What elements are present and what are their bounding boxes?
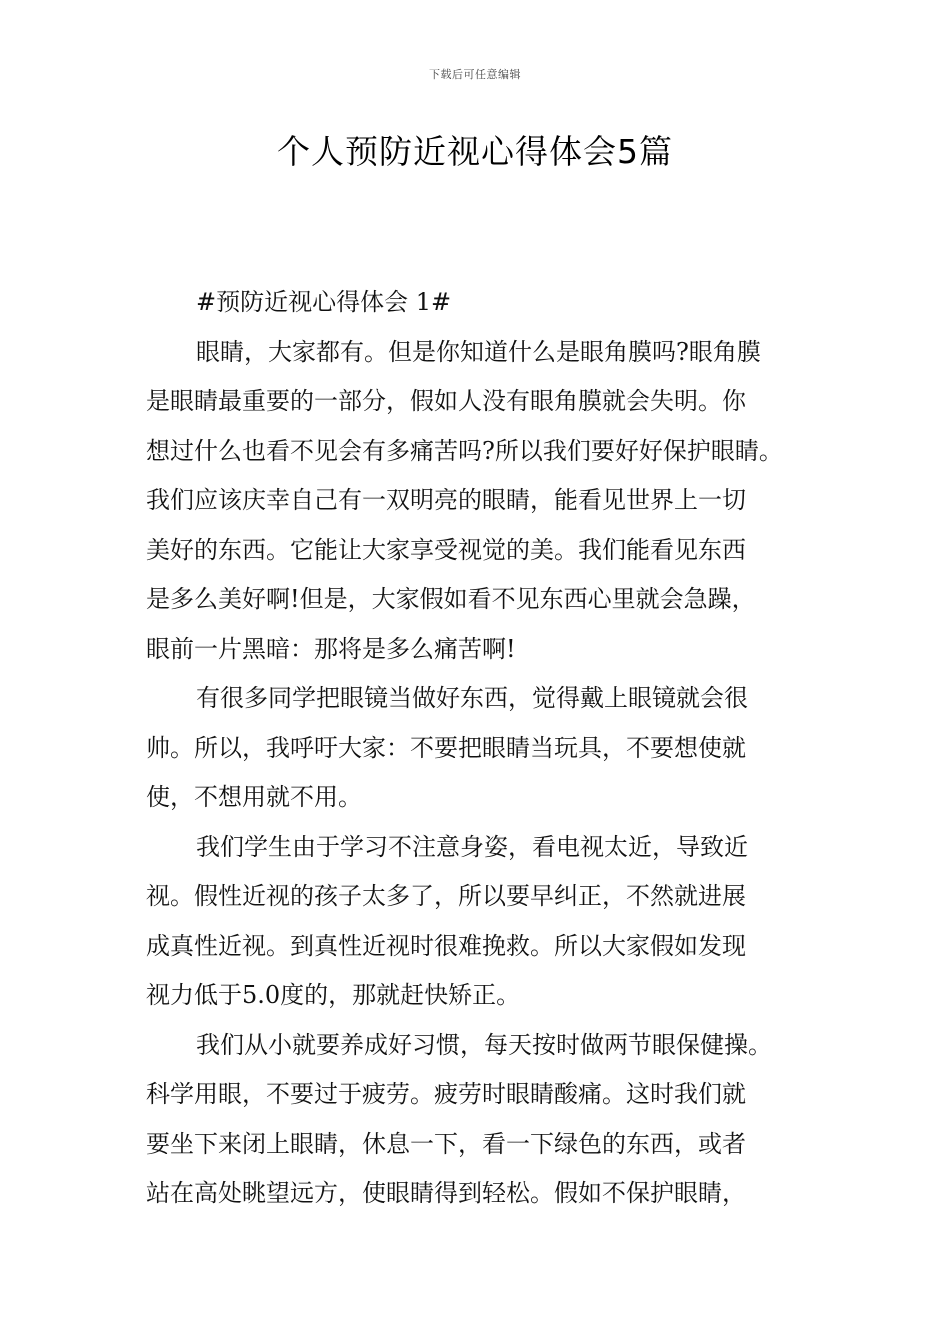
document-body bbox=[146, 278, 814, 1219]
paragraph-1 bbox=[146, 328, 814, 675]
paragraph-line: 有很多同学把眼镜当做好东西，觉得戴上眼镜就会很 bbox=[196, 684, 748, 712]
paragraph-line: 我们从小就要养成好习惯，每天按时做两节眼保健操。 bbox=[196, 1030, 772, 1059]
paragraph-line: 想过什么也看不见会有多痛苦吗?所以我们要好好保护眼睛。 bbox=[146, 436, 783, 465]
paragraph-2 bbox=[146, 674, 814, 823]
document-title: 个人预防近视心得体会5篇 bbox=[277, 132, 673, 171]
paragraph-line: 科学用眼，不要过于疲劳。疲劳时眼睛酸痛。这时我们就 bbox=[146, 1080, 746, 1108]
header-note: 下载后可任意编辑 bbox=[429, 68, 521, 81]
paragraph-3 bbox=[146, 823, 814, 1021]
paragraph-line: 眼睛，大家都有。但是你知道什么是眼角膜吗?眼角膜 bbox=[196, 337, 761, 366]
paragraph-line: 美好的东西。它能让大家享受视觉的美。我们能看见东西 bbox=[146, 535, 746, 564]
paragraph-line: 帅。所以，我呼吁大家：不要把眼睛当玩具，不要想使就 bbox=[146, 733, 746, 762]
paragraph-line: 站在高处眺望远方，使眼睛得到轻松。假如不保护眼睛， bbox=[146, 1179, 746, 1207]
paragraph-line: 视力低于5.0度的，那就赶快矫正。 bbox=[146, 981, 521, 1009]
paragraph-line: 是多么美好啊!但是，大家假如看不见东西心里就会急躁， bbox=[146, 585, 756, 613]
paragraph-line: 是眼睛最重要的一部分，假如人没有眼角膜就会失明。你 bbox=[146, 387, 746, 415]
paragraph-line: 要坐下来闭上眼睛，休息一下，看一下绿色的东西，或者 bbox=[146, 1129, 746, 1158]
paragraph-line: 视。假性近视的孩子太多了，所以要早纠正，不然就进展 bbox=[146, 882, 746, 910]
paragraph-4 bbox=[146, 1021, 814, 1219]
paragraph-line: 成真性近视。到真性近视时很难挽救。所以大家假如发现 bbox=[146, 931, 746, 960]
paragraph-line: 眼前一片黑暗：那将是多么痛苦啊! bbox=[146, 634, 516, 663]
section-heading: #预防近视心得体会 1# bbox=[196, 288, 452, 316]
paragraph-line: 我们学生由于学习不注意身姿，看电视太近，导致近 bbox=[196, 832, 748, 861]
paragraph-line: 使，不想用就不用。 bbox=[146, 783, 362, 811]
paragraph-line: 我们应该庆幸自己有一双明亮的眼睛，能看见世界上一切 bbox=[146, 486, 746, 514]
